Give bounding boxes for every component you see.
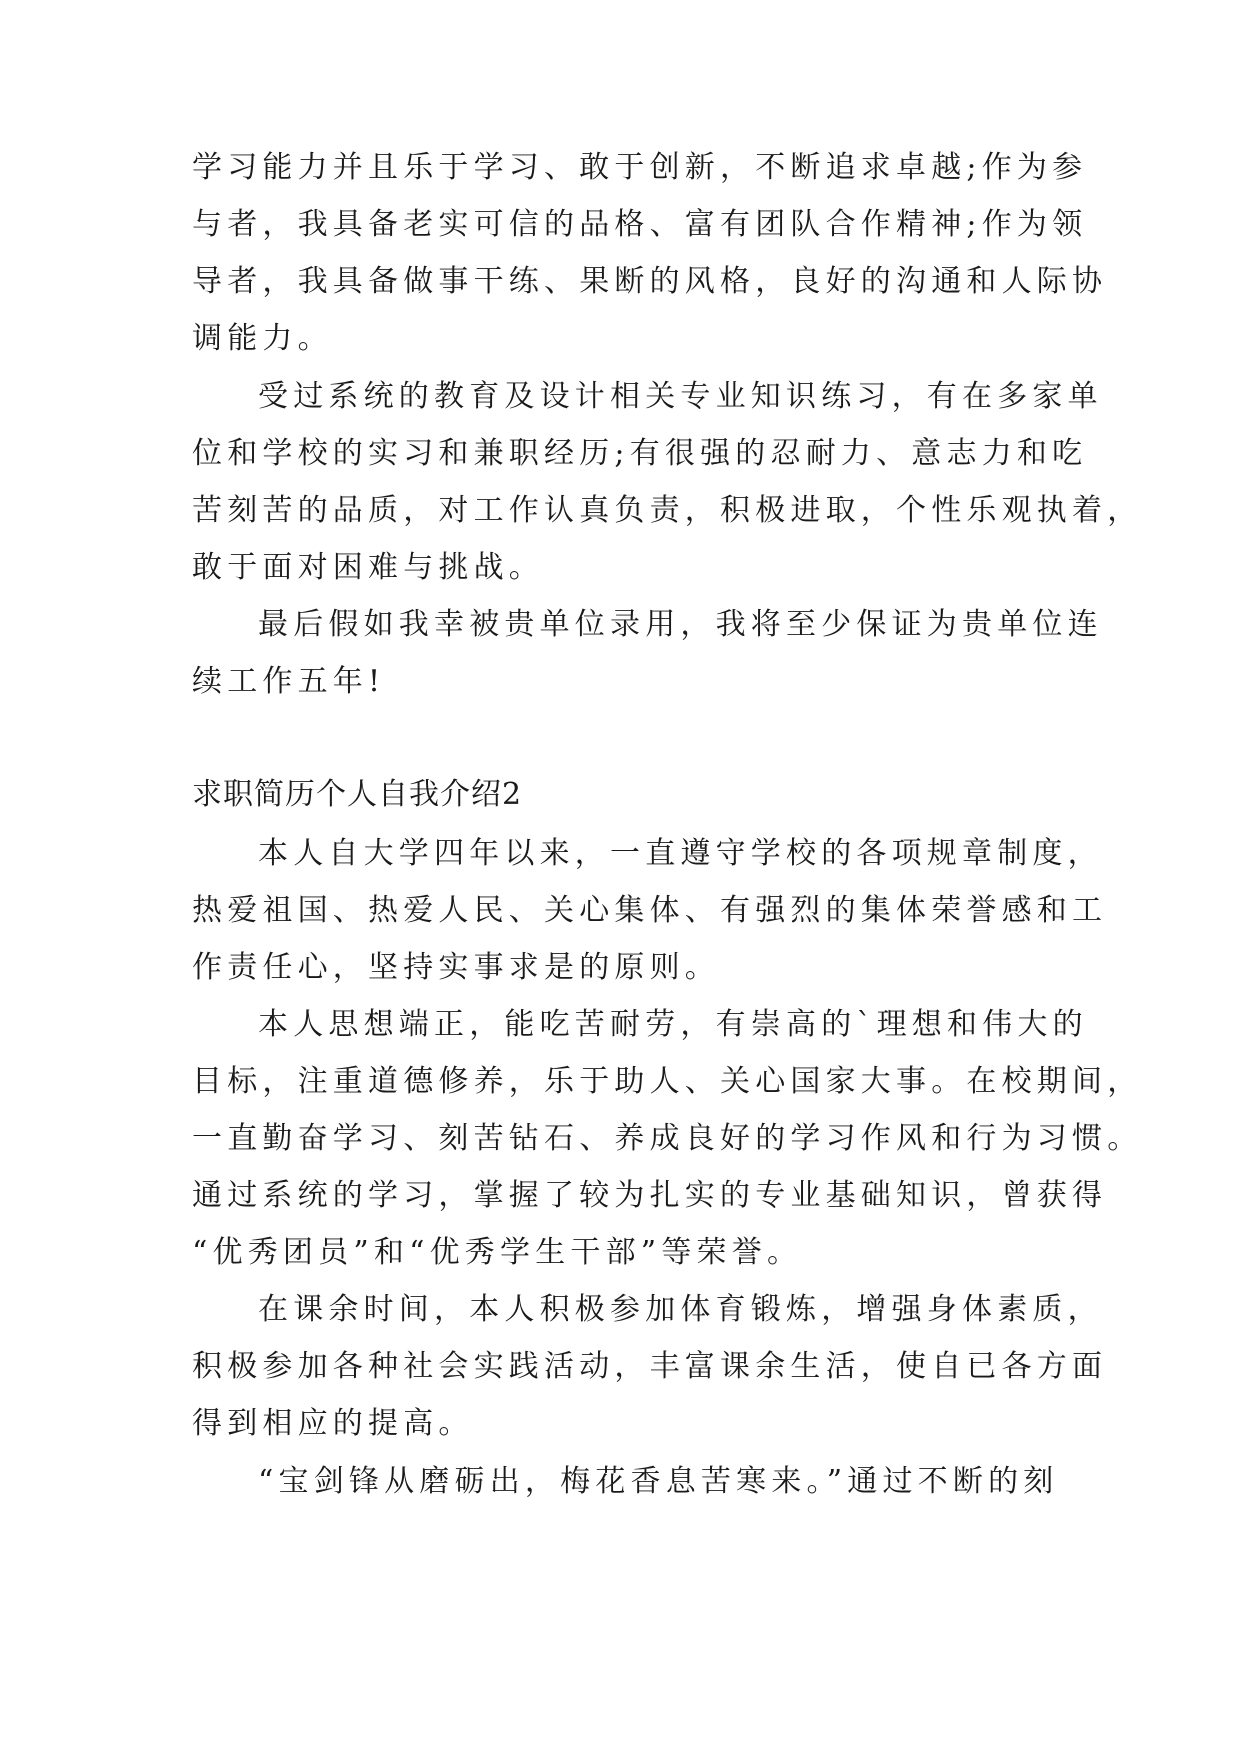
text-line: 导者，我具备做事干练、果断的风格，良好的沟通和人际协 (192, 264, 1108, 299)
text-line: 调能力。 (192, 321, 333, 356)
text-line: 最后假如我幸被贵单位录用，我将至少保证为贵单位连 (258, 607, 1103, 642)
text-line: 一直勤奋学习、刻苦钻石、养成良好的学习作风和行为习惯。 (192, 1121, 1143, 1156)
text-line: 得到相应的提高。 (192, 1406, 474, 1441)
text-line: 续工作五年! (192, 664, 386, 699)
text-line: 作责任心，坚持实事求是的原则。 (192, 950, 720, 985)
section-heading: 求职简历个人自我介绍2 (192, 777, 523, 812)
text-line: 敢于面对困难与挑战。 (192, 550, 544, 585)
text-line: 积极参加各种社会实践活动，丰富课余生活，使自已各方面 (192, 1349, 1108, 1384)
text-line: 本人思想端正，能吃苦耐劳，有崇高的`理想和伟大的 (258, 1007, 1088, 1042)
text-line: 热爱祖国、热爱人民、关心集体、有强烈的集体荣誉感和工 (192, 893, 1108, 928)
text-line: “宝剑锋从磨砺出，梅花香息苦寒来。”通过不断的刻 (258, 1464, 1059, 1499)
text-line: 位和学校的实习和兼职经历;有很强的忍耐力、意志力和吃 (192, 436, 1088, 471)
text-line: 在课余时间，本人积极参加体育锻炼，增强身体素质， (258, 1292, 1103, 1327)
text-line: “优秀团员”和“优秀学生干部”等荣誉。 (192, 1235, 803, 1270)
text-line: 本人自大学四年以来，一直遵守学校的各项规章制度， (258, 836, 1103, 871)
text-line: 与者，我具备老实可信的品格、富有团队合作精神;作为领 (192, 207, 1088, 242)
text-line: 受过系统的教育及设计相关专业知识练习，有在多家单 (258, 379, 1103, 414)
text-line: 目标，注重道德修养，乐于助人、关心国家大事。在校期间， (192, 1064, 1143, 1099)
text-line: 苦刻苦的品质，对工作认真负责，积极进取，个性乐观执着， (192, 493, 1143, 528)
text-line: 学习能力并且乐于学习、敢于创新，不断追求卓越;作为参 (192, 150, 1088, 185)
text-line: 通过系统的学习，掌握了较为扎实的专业基础知识，曾获得 (192, 1178, 1108, 1213)
